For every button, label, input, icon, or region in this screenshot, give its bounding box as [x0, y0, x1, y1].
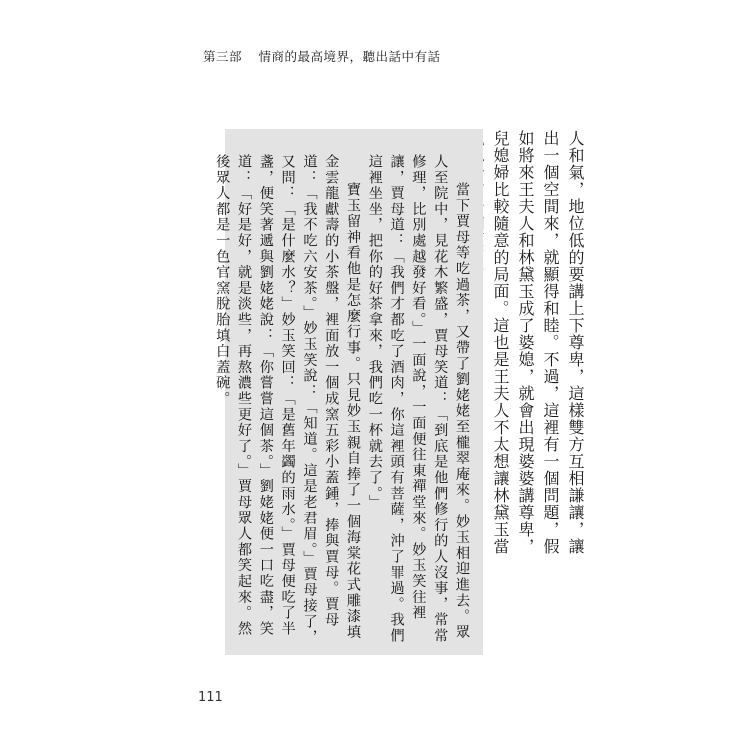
- part-label: 第三部: [203, 49, 243, 64]
- quote-text: [214, 154, 472, 649]
- quote-paragraph: 當下賈母等吃過茶，又帶了劉姥姥至櫳翠庵來。妙玉相迎進去。眾人至院中，見花木繁盛，賈母笑道：「到底是他們修行的人沒事，常常修理，比別處越發好看。」一面說，一面便往東禪堂來。妙玉笑往裡讓，賈母道：「我們才都吃了酒肉，你這裡頭有菩薩，沖了罪過。我們這裡坐坐，把你的好茶拿來，我們吃一杯就去了。」: [366, 154, 470, 644]
- page-number: 111: [198, 690, 223, 705]
- chapter-title: 情商的最高境界，聽出話中有話: [258, 49, 441, 64]
- quote-paragraph: 寶玉留神看他是怎麼行事。只見妙玉親自捧了一個海棠花式雕漆填金雲龍獻壽的小茶盤，裡面放一個成窯五彩小蓋鍾，捧與賈母。賈母道：「我不吃六安茶。」妙玉笑說：「知道。這是老君眉。」賈母接了，又問：「是什麼水？」妙玉笑回：「是舊年蠲的雨水。」賈母便吃了半盞，便笑著遞與劉姥姥說：「你嘗嘗這個茶。」劉姥姥便一口吃盡，笑道：「好是好，就是淡些，再熬濃些更好了。」賈母眾人都笑起來。然後眾人都是一色官窯脫胎填白蓋碗。: [214, 154, 362, 646]
- body-text: [491, 130, 588, 570]
- body-paragraph: 人和氣，地位低的要講上下尊卑，這樣雙方互相謙讓，讓出一個空間來，就顯得和睦。不過，這裡有一個問題，假如將來王夫人和林黛玉成了婆媳，就會出現婆婆講尊卑，兒媳婦比較隨意的局面。這也是王夫人不太想讓林黛玉當: [491, 130, 585, 555]
- running-header: [203, 47, 441, 65]
